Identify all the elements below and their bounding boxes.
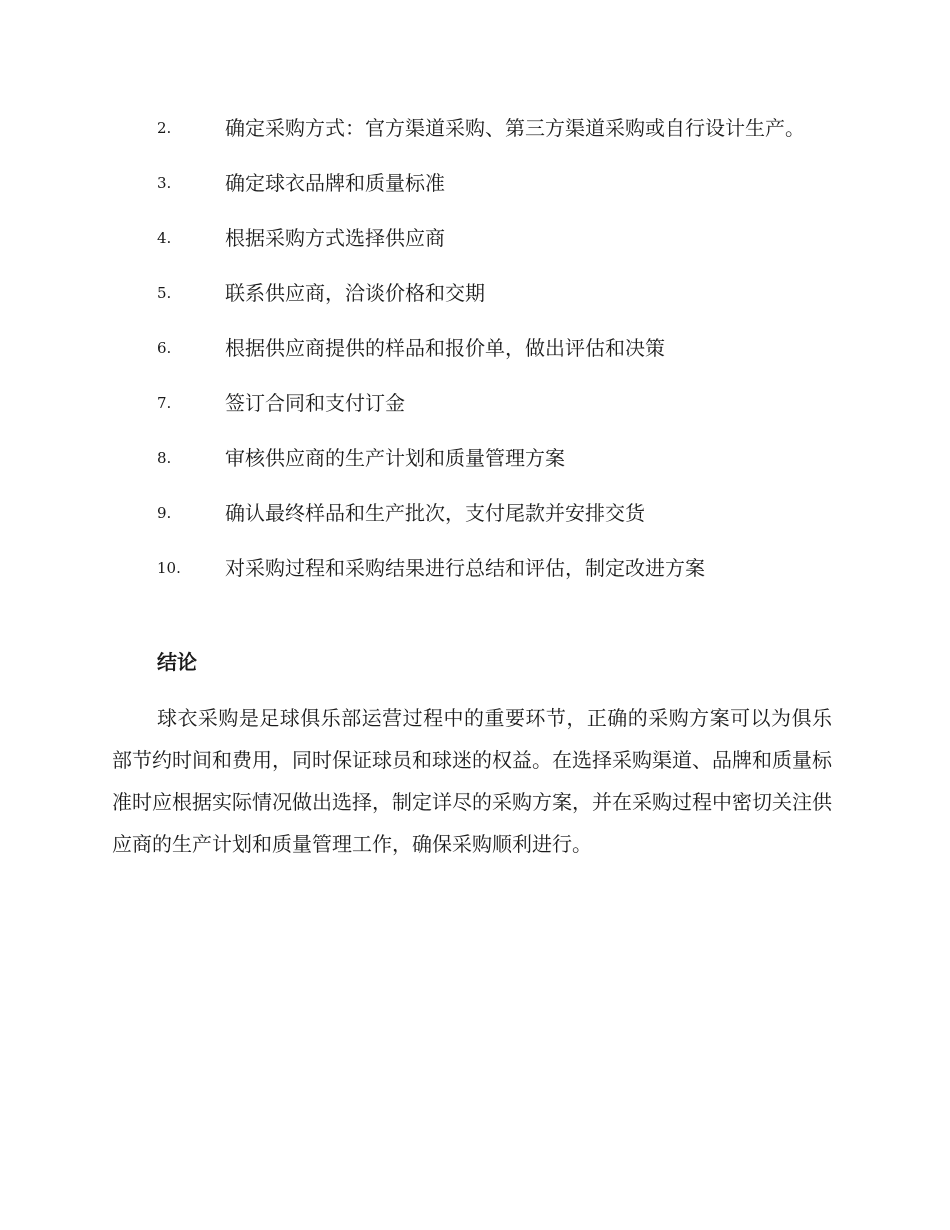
list-item xyxy=(0,383,830,423)
list-item-number: 3. xyxy=(157,174,172,192)
list-item-text: 联系供应商，洽谈价格和交期 xyxy=(225,281,485,305)
list-item-text: 确定球衣品牌和质量标准 xyxy=(225,171,445,195)
list-item xyxy=(0,218,830,258)
list-item-text: 对采购过程和采购结果进行总结和评估，制定改进方案 xyxy=(225,556,705,580)
list-item xyxy=(0,273,830,313)
conclusion-paragraph: 球衣采购是足球俱乐部运营过程中的重要环节，正确的采购方案可以为俱乐部节约时间和费用，同时保证球员和球迷的权益。在选择采购渠道、品牌和质量标准时应根据实际情况做出选择，制定详尽的采购方案，并在采购过程中密切关注供应商的生产计划和质量管理工作，确保采购顺利进行。 xyxy=(112,706,832,856)
list-item xyxy=(0,493,830,533)
list-item-text: 审核供应商的生产计划和质量管理方案 xyxy=(225,446,565,470)
list-item xyxy=(0,163,830,203)
list-item xyxy=(0,548,830,588)
list-item-number: 6. xyxy=(157,339,172,357)
list-item-text: 根据采购方式选择供应商 xyxy=(225,226,445,250)
list-item-number: 10. xyxy=(157,559,181,577)
procurement-steps-list xyxy=(0,108,950,603)
list-item-number: 2. xyxy=(157,119,172,137)
section-heading: 结论 xyxy=(157,650,197,674)
list-item-number: 8. xyxy=(157,449,172,467)
list-item-number: 5. xyxy=(157,284,172,302)
list-item xyxy=(0,328,830,368)
list-item-number: 7. xyxy=(157,394,172,412)
list-item xyxy=(0,108,830,148)
list-item-number: 9. xyxy=(157,504,172,522)
list-item-text: 签订合同和支付订金 xyxy=(225,391,405,415)
list-item-text: 根据供应商提供的样品和报价单，做出评估和决策 xyxy=(225,336,665,360)
list-item-text: 确定采购方式：官方渠道采购、第三方渠道采购或自行设计生产。 xyxy=(225,116,805,140)
list-item-number: 4. xyxy=(157,229,172,247)
list-item-text: 确认最终样品和生产批次，支付尾款并安排交货 xyxy=(225,501,645,525)
list-item xyxy=(0,438,830,478)
